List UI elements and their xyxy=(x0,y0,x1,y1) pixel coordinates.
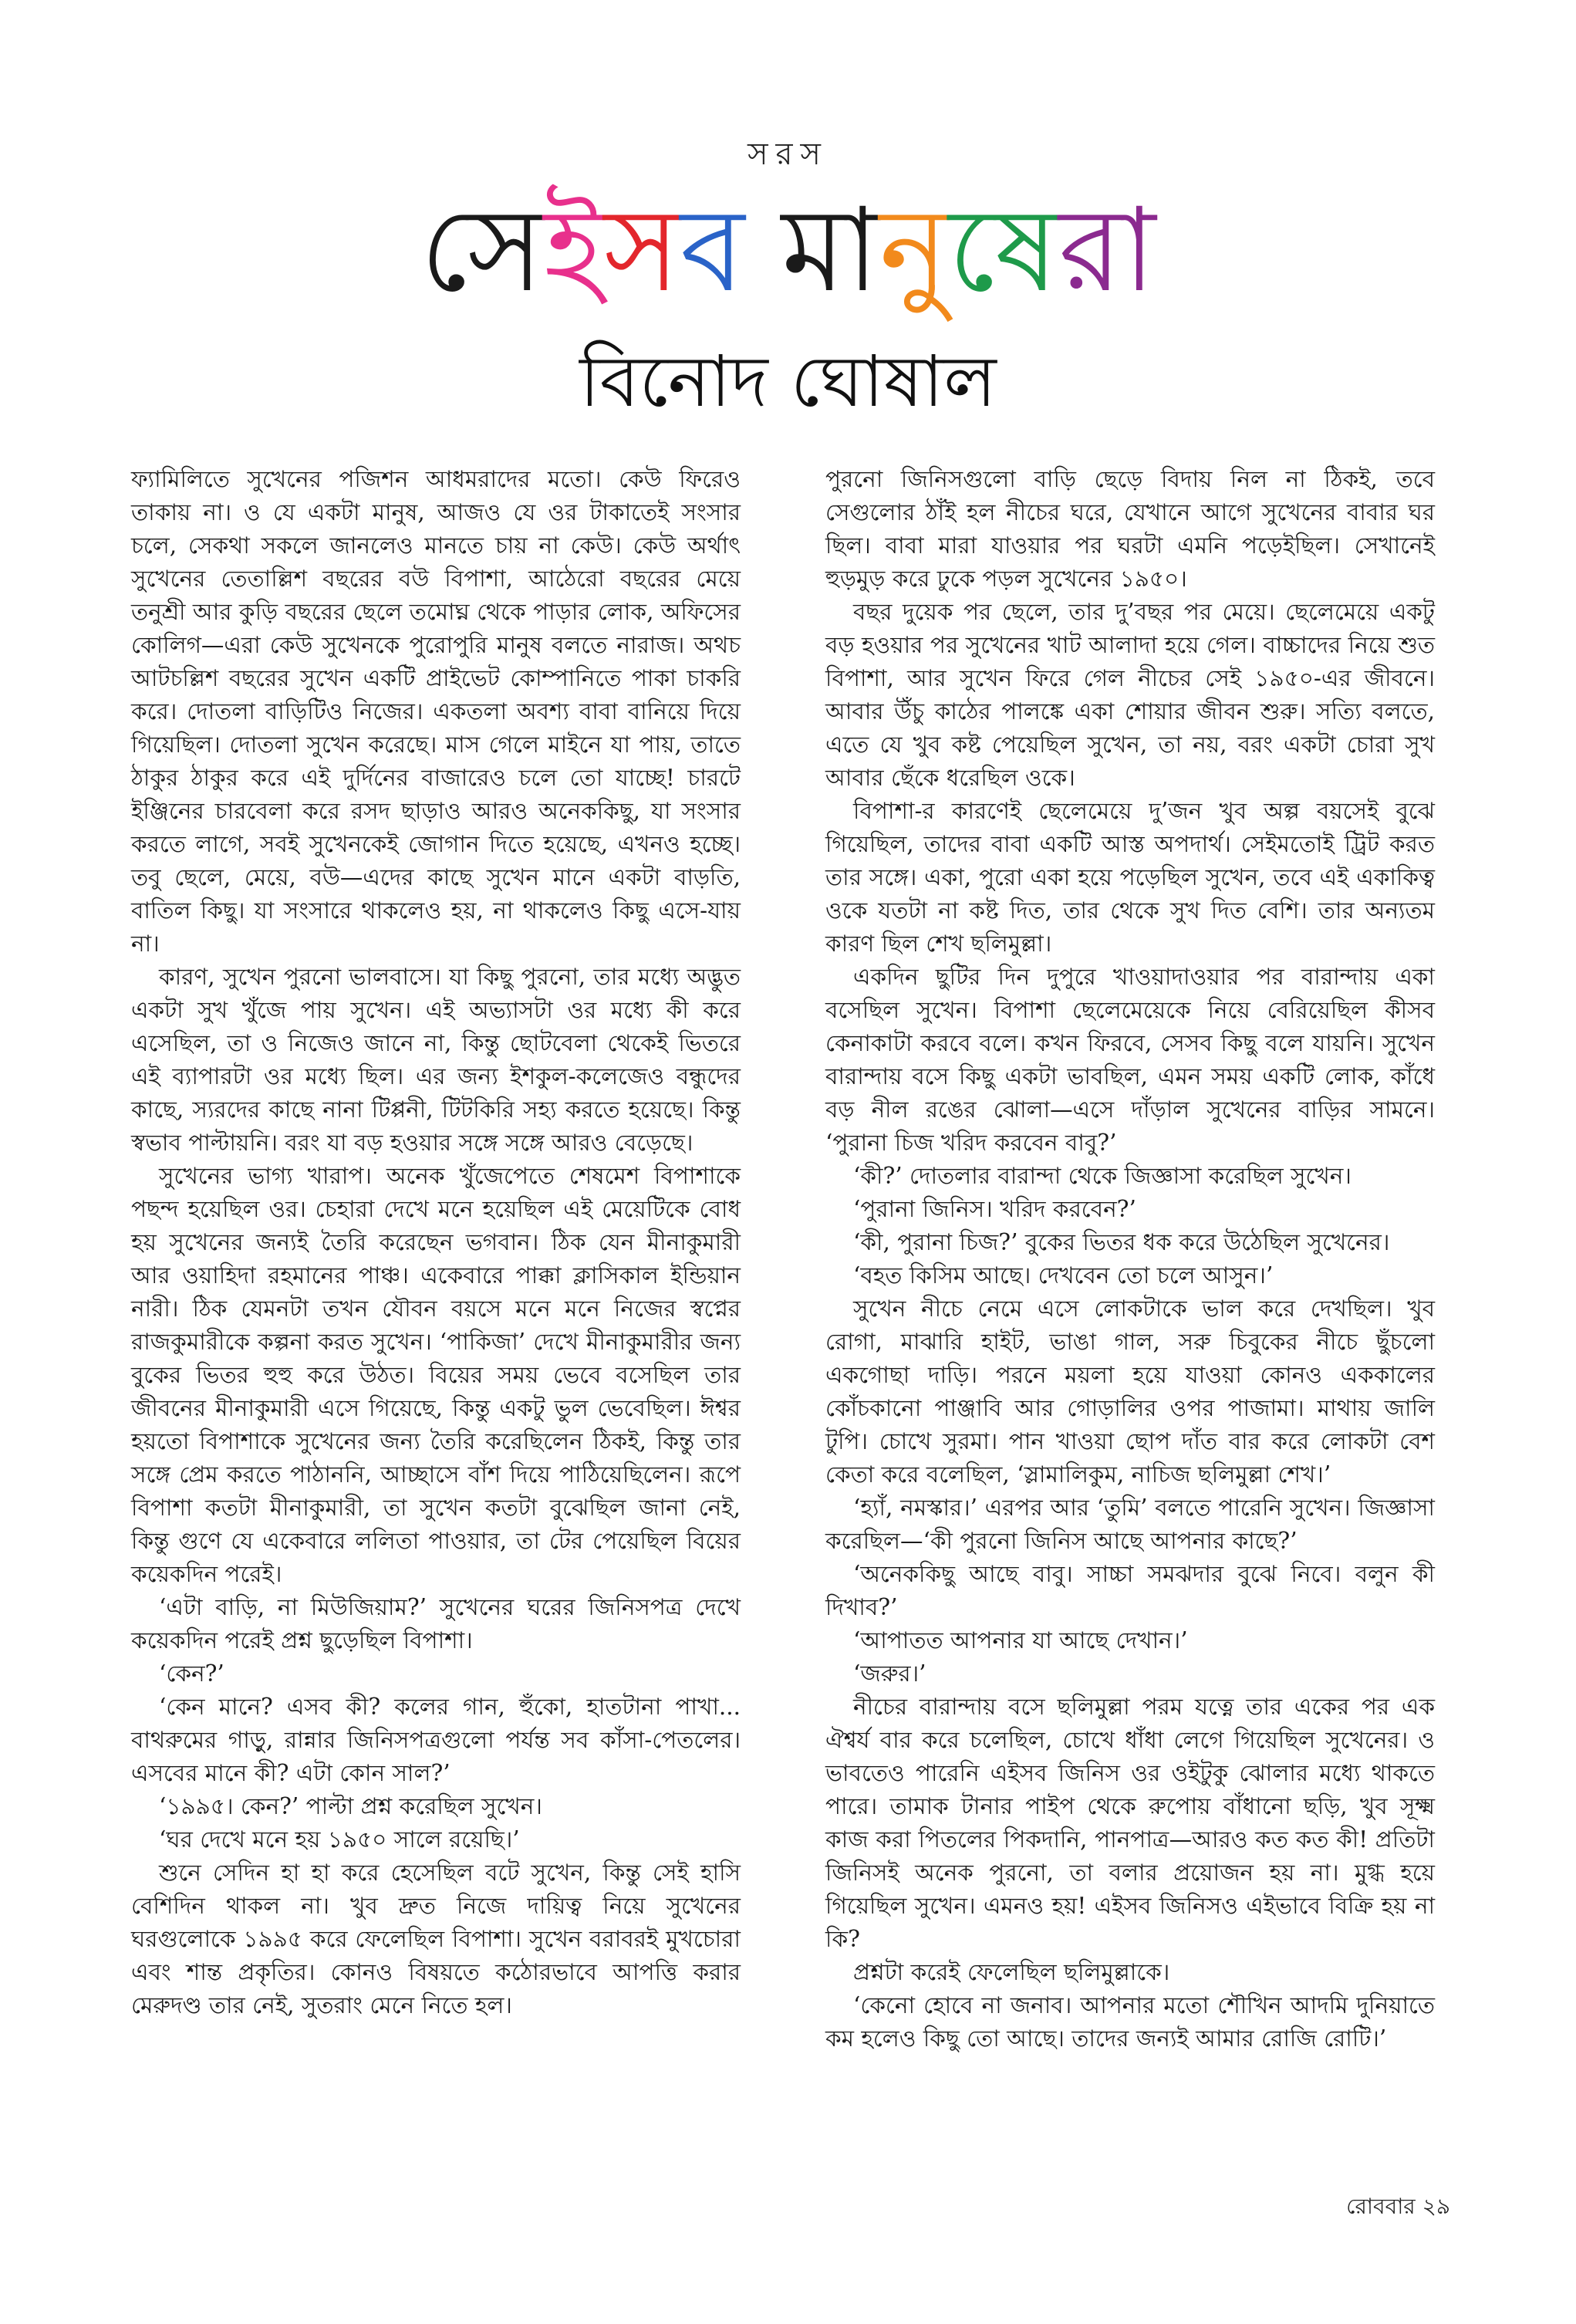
paragraph: ‘কী, পুরানা চিজ?’ বুকের ভিতর ধক করে উঠেছিল সুখেনের। xyxy=(853,1229,1390,1255)
article-title xyxy=(0,185,1576,316)
paragraph: প্রশ্নটা করেই ফেলেছিল ছলিমুল্লাকে। xyxy=(853,1959,1170,1985)
paragraph: ‘জরুর।’ xyxy=(853,1660,926,1687)
paragraph: বিপাশা-র কারণেই ছেলেমেয়ে দু’জন খুব অল্প বয়সেই বুঝে গিয়েছিল, তাদের বাবা একটি আস্ত অপদার্থ। সেইমতোই ট্রিট করত তার সঙ্গে। একা, পুরো একা হয়ে পড়েছিল সুখেন, তবে এই একাকিত্ব ওকে যতটা না কষ্ট দিত, তার থেকে সুখ দিত বেশি। তার অন্যতম কারণ ছিল শেখ ছলিমুল্লা। xyxy=(825,798,1435,957)
page-footer xyxy=(1273,2190,1450,2226)
title-part: ই xyxy=(543,184,604,318)
paragraph: ‘অনেককিছু আছে বাবু। সাচ্চা সমঝদার বুঝে নিবে। বলুন কী দিখাব?’ xyxy=(825,1561,1435,1620)
paragraph: ‘১৯৯৫। কেন?’ পাল্টা প্রশ্ন করেছিল সুখেন। xyxy=(159,1793,542,1819)
title-part: সে xyxy=(420,184,544,318)
paragraph: শুনে সেদিন হা হা করে হেসেছিল বটে সুখেন, কিন্তু সেই হাসি বেশিদিন থাকল না। খুব দ্রুত নিজে দায়িত্ব নিয়ে সুখেনের ঘরগুলোকে ১৯৯৫ করে ফেলেছিল বিপাশা। সুখেন বরাবরই মুখচোরা এবং শান্ত প্রকৃতির। কোনও বিষয়তে কঠোরভাবে আপত্তি করার মেরুদণ্ড তার নেই, সুতরাং মেনে নিতে হল। xyxy=(131,1860,741,2018)
paragraph: কারণ, সুখেন পুরনো ভালবাসে। যা কিছু পুরনো, তার মধ্যে অদ্ভুত একটা সুখ খুঁজে পায় সুখেন। এই অভ্যাসটা ওর মধ্যে কী করে এসেছিল, তা ও নিজেও জানে না, কিন্তু ছোটবেলা থেকেই ভিতরে এই ব্যাপারটা ওর মধ্যে ছিল। এর জন্য ইশকুল-কলেজেও বন্ধুদের কাছে, স্যরদের কাছে নানা টিপ্পনী, টিটকিরি সহ্য করতে হয়েছে। কিন্তু স্বভাব পাল্টায়নি। বরং যা বড় হওয়ার সঙ্গে সঙ্গে আরও বেড়েছে। xyxy=(131,964,741,1156)
paragraph: একদিন ছুটির দিন দুপুরে খাওয়াদাওয়ার পর বারান্দায় একা বসেছিল সুখেন। বিপাশা ছেলেমেয়েকে নিয়ে বেরিয়েছিল কীসব কেনাকাটা করবে বলে। কখন ফিরবে, সেসব কিছু বলে যায়নি। সুখেন বারান্দায় বসে কিছু একটা ভাবছিল, এমন সময় একটি লোক, কাঁধে বড় নীল রঙের ঝোলা—এসে দাঁড়াল সুখেনের বাড়ির সামনে। ‘পুরানা চিজ খরিদ করবেন বাবু?’ xyxy=(825,964,1435,1156)
paragraph: ‘পুরানা জিনিস। খরিদ করবেন?’ xyxy=(853,1196,1136,1222)
paragraph: ‘কী?’ দোতলার বারান্দা থেকে জিজ্ঞাসা করেছিল সুখেন। xyxy=(853,1163,1352,1189)
publication-name: রোববার xyxy=(1346,2194,1416,2219)
paragraph: নীচের বারান্দায় বসে ছলিমুল্লা পরম যত্নে তার একের পর এক ঐশ্বর্য বার করে চলেছিল, চোখে ধাঁধা লেগে গিয়েছিল সুখেনের। ও ভাবতেও পারেনি এইসব জিনিস ওর ওইটুকু ঝোলার মধ্যে থাকতে পারে। তামাক টানার পাইপ থেকে রুপোয় বাঁধানো ছড়ি, খুব সূক্ষ্ম কাজ করা পিতলের পিকদানি, পানপাত্র—আরও কত কত কী! প্রতিটা জিনিসই অনেক পুরনো, তা বলার প্রয়োজন হয় না। মুগ্ধ হয়ে গিয়েছিল সুখেন। এমনও হয়! এইসব জিনিসও এইভাবে বিক্রি হয় না কি? xyxy=(825,1694,1435,1952)
page-number: ২৯ xyxy=(1422,2194,1450,2219)
left-text-column xyxy=(131,463,741,2022)
paragraph: ‘আপাতত আপনার যা আছে দেখান।’ xyxy=(853,1627,1188,1653)
author-byline: বিনোদ ঘোষাল xyxy=(579,340,997,423)
paragraph: ‘এটা বাড়ি, না মিউজিয়াম?’ সুখেনের ঘরের জিনিসপত্র দেখে কয়েকদিন পরেই প্রশ্ন ছুড়েছিল বিপাশা। xyxy=(131,1594,741,1653)
paragraph: ‘কেন?’ xyxy=(159,1660,224,1687)
paragraph: ফ্যামিলিতে সুখেনের পজিশন আধমরাদের মতো। কেউ ফিরেও তাকায় না। ও যে একটা মানুষ, আজও যে ওর টাকাতেই সংসার চলে, সেকথা সকলে জানলেও মানতে চায় না কেউ। কেউ অর্থাৎ সুখেনের তেতাল্লিশ বছরের বউ বিপাশা, আঠেরো বছরের মেয়ে তনুশ্রী আর কুড়ি বছরের ছেলে তমোঘ্ন থেকে পাড়ার লোক, অফিসের কোলিগ—এরা কেউ সুখেনকে পুরোপুরি মানুষ বলতে নারাজ। অথচ আটচল্লিশ বছরের সুখেন একটি প্রাইভেট কোম্পানিতে পাকা চাকরি করে। দোতলা বাড়িটিও নিজের। একতলা অবশ্য বাবা বানিয়ে দিয়ে গিয়েছিল। দোতলা সুখেন করেছে। মাস গেলে মাইনে যা পায়, তাতে ঠাকুর ঠাকুর করে এই দুর্দিনের বাজারেও চলে তো যাচ্ছে! চারটে ইঞ্জিনের চারবেলা করে রসদ ছাড়াও আরও অনেককিছু, যা সংসার করতে লাগে, সবই সুখেনকেই জোগান দিতে হয়েছে, এখনও হচ্ছে। তবু ছেলে, মেয়ে, বউ—এদের কাছে সুখেন মানে একটা বাড়তি, বাতিল কিছু। যা সংসারে থাকলেও হয়, না থাকলেও কিছু এসে-যায় না। xyxy=(131,466,741,957)
title-part: ষে xyxy=(948,184,1059,318)
paragraph: পুরনো জিনিসগুলো বাড়ি ছেড়ে বিদায় নিল না ঠিকই, তবে সেগুলোর ঠাঁই হল নীচের ঘরে, যেখানে আগে সুখেনের বাবার ঘর ছিল। বাবা মারা যাওয়ার পর ঘরটা এমনি পড়েইছিল। সেখানেই হুড়মুড় করে ঢুকে পড়ল সুখেনের ১৯৫০। xyxy=(825,466,1435,592)
paragraph: সুখেনের ভাগ্য খারাপ। অনেক খুঁজেপেতে শেষমেশ বিপাশাকে পছন্দ হয়েছিল ওর। চেহারা দেখে মনে হয়েছিল এই মেয়েটিকে বোধ হয় সুখেনের জন্যই তৈরি করেছেন ভগবান। ঠিক যেন মীনাকুমারী আর ওয়াহিদা রহমানের পাঞ্চ। একেবারে পাক্কা ক্লাসিকাল ইন্ডিয়ান নারী। ঠিক যেমনটা তখন যৌবন বয়সে মনে মনে নিজের স্বপ্নের রাজকুমারীকে কল্পনা করত সুখেন। ‘পাকিজা’ দেখে মীনাকুমারীর জন্য বুকের ভিতর হুহু করে উঠত। বিয়ের সময় ভেবে বসেছিল তার জীবনের মীনাকুমারী এসে গিয়েছে, কিন্তু একটু ভুল ভেবেছিল। ঈশ্বর হয়তো বিপাশাকে সুখেনের জন্য তৈরি করেছিলেন ঠিকই, কিন্তু তার সঙ্গে প্রেম করতে পাঠাননি, আচ্ছাসে বাঁশ দিয়ে পাঠিয়েছিলেন। রূপে বিপাশা কতটা মীনাকুমারী, তা সুখেন কতটা বুঝেছিল জানা নেই, কিন্তু গুণে যে একেবারে ললিতা পাওয়ার, তা টের পেয়েছিল বিয়ের কয়েকদিন পরেই। xyxy=(131,1163,741,1587)
paragraph: ‘কেন মানে? এসব কী? কলের গান, হুঁকো, হাতটানা পাখা... বাথরুমের গাড়ু, রান্নার জিনিসপত্রগুলো পর্যন্ত সব কাঁসা-পেতলের। এসবের মানে কী? এটা কোন সাল?’ xyxy=(131,1694,741,1786)
paragraph: বছর দুয়েক পর ছেলে, তার দু’বছর পর মেয়ে। ছেলেমেয়ে একটু বড় হওয়ার পর সুখেনের খাট আলাদা হয়ে গেল। বাচ্চাদের নিয়ে শুত বিপাশা, আর সুখেন ফিরে গেল নীচের সেই ১৯৫০-এর জীবনে। আবার উঁচু কাঠের পালঙ্কে একা শোয়ার জীবন শুরু। সত্যি বলতে, এতে যে খুব কষ্ট পেয়েছিল সুখেন, তা নয়, বরং একটা চোরা সুখ আবার ছেঁকে ধরেছিল ওকে। xyxy=(825,599,1435,791)
title-part: মা xyxy=(744,184,879,318)
title-part: ব xyxy=(680,184,745,318)
paragraph: ‘হ্যাঁ, নমস্কার।’ এরপর আর ‘তুমি’ বলতে পারেনি সুখেন। জিজ্ঞাসা করেছিল—‘কী পুরনো জিনিস আছে আপনার কাছে?’ xyxy=(825,1495,1435,1554)
section-kicker: সরস xyxy=(748,137,828,172)
paragraph: ‘বহত কিসিম আছে। দেখবেন তো চলে আসুন।’ xyxy=(853,1262,1274,1289)
title-part: নু xyxy=(879,184,949,318)
title-part: রা xyxy=(1058,184,1156,318)
paragraph: সুখেন নীচে নেমে এসে লোকটাকে ভাল করে দেখছিল। খুব রোগা, মাঝারি হাইট, ভাঙা গাল, সরু চিবুকের নীচে ছুঁচলো একগোছা দাড়ি। পরনে ময়লা হয়ে যাওয়া কোনও এককালের কোঁচকানো পাঞ্জাবি আর গোড়ালির ওপর পাজামা। মাথায় জালি টুপি। চোখে সুরমা। পান খাওয়া ছোপ দাঁত বার করে লোকটা বেশ কেতা করে বলেছিল, ‘স্লামালিকুম, নাচিজ ছলিমুল্লা শেখ।’ xyxy=(825,1295,1435,1488)
paragraph: ‘কেনো হোবে না জনাব। আপনার মতো শৌখিন আদমি দুনিয়াতে কম হলেও কিছু তো আছে। তাদের জন্যই আমার রোজি রোটি।’ xyxy=(825,1992,1435,2052)
title-part: স xyxy=(603,184,680,318)
right-text-column xyxy=(825,463,1435,2055)
paragraph: ‘ঘর দেখে মনে হয় ১৯৫০ সালে রয়েছি।’ xyxy=(159,1826,520,1853)
